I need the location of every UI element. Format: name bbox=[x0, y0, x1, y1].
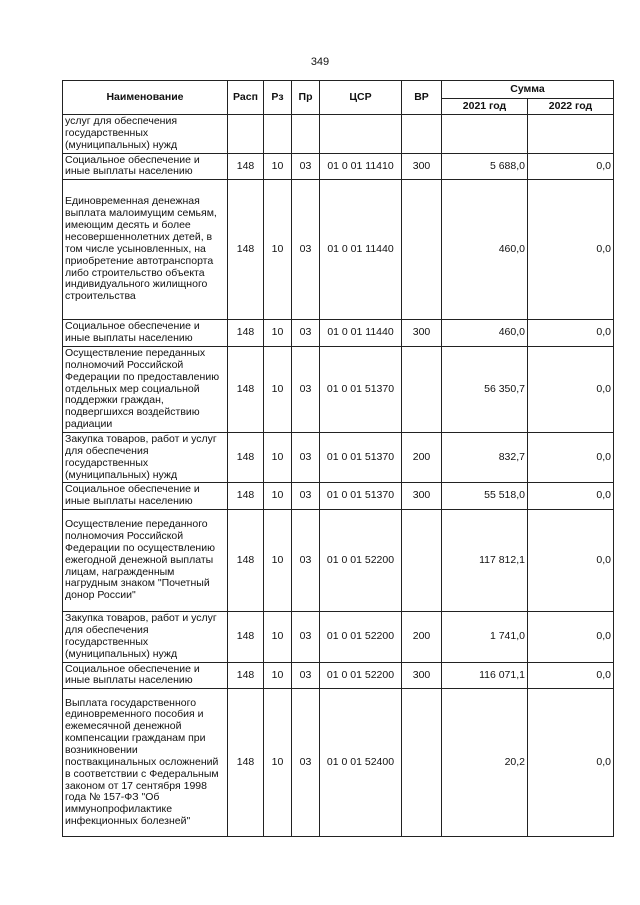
cell-pr: 03 bbox=[292, 510, 320, 612]
cell-s2022: 0,0 bbox=[528, 612, 614, 662]
cell-s2021: 1 741,0 bbox=[442, 612, 528, 662]
table-row bbox=[63, 689, 614, 837]
cell-s2021: 5 688,0 bbox=[442, 153, 528, 180]
cell-name: Единовременная денежная выплата малоимущим семьям, имеющим десять и более несовершеннолетних детей, в том числе усыновленных, на приобретение автотранспорта либо строительство объекта индивидуального жилищного строительства bbox=[63, 180, 228, 320]
header-2022: 2022 год bbox=[528, 99, 614, 115]
table-row bbox=[63, 612, 614, 662]
cell-rasp: 148 bbox=[228, 483, 264, 510]
cell-name: Социальное обеспечение и иные выплаты населению bbox=[63, 483, 228, 510]
cell-pr: 03 bbox=[292, 180, 320, 320]
cell-csr: 01 0 01 51370 bbox=[320, 483, 402, 510]
cell-vr: 300 bbox=[402, 483, 442, 510]
cell-csr: 01 0 01 52200 bbox=[320, 662, 402, 689]
cell-s2022 bbox=[528, 115, 614, 154]
cell-s2022: 0,0 bbox=[528, 483, 614, 510]
cell-vr: 300 bbox=[402, 662, 442, 689]
cell-csr: 01 0 01 52400 bbox=[320, 689, 402, 837]
cell-csr: 01 0 01 52200 bbox=[320, 612, 402, 662]
cell-vr: 200 bbox=[402, 433, 442, 483]
table-row bbox=[63, 662, 614, 689]
table-row bbox=[63, 510, 614, 612]
cell-vr bbox=[402, 115, 442, 154]
table-row bbox=[63, 115, 614, 154]
cell-s2022: 0,0 bbox=[528, 510, 614, 612]
cell-csr: 01 0 01 52200 bbox=[320, 510, 402, 612]
table-row bbox=[63, 180, 614, 320]
header-name: Наименование bbox=[63, 81, 228, 115]
cell-name: Социальное обеспечение и иные выплаты населению bbox=[63, 662, 228, 689]
cell-s2022: 0,0 bbox=[528, 180, 614, 320]
cell-name: услуг для обеспечения государственных (муниципальных) нужд bbox=[63, 115, 228, 154]
cell-csr: 01 0 01 11440 bbox=[320, 320, 402, 347]
cell-name: Выплата государственного единовременного пособия и ежемесячной денежной компенсации гражданам при возникновении поствакцинальных осложнений в соответствии с Федеральным законом от 17 сентября 1998 года № 157-ФЗ "Об иммунопрофилактике инфекционных болезней" bbox=[63, 689, 228, 837]
cell-pr: 03 bbox=[292, 483, 320, 510]
cell-csr: 01 0 01 51370 bbox=[320, 347, 402, 433]
cell-rasp: 148 bbox=[228, 347, 264, 433]
cell-pr: 03 bbox=[292, 612, 320, 662]
budget-table bbox=[62, 80, 614, 837]
header-csr: ЦСР bbox=[320, 81, 402, 115]
cell-s2022: 0,0 bbox=[528, 347, 614, 433]
cell-s2021: 20,2 bbox=[442, 689, 528, 837]
cell-rz: 10 bbox=[264, 612, 292, 662]
cell-pr: 03 bbox=[292, 433, 320, 483]
cell-rz: 10 bbox=[264, 510, 292, 612]
cell-rasp: 148 bbox=[228, 662, 264, 689]
cell-rasp: 148 bbox=[228, 689, 264, 837]
cell-pr bbox=[292, 115, 320, 154]
cell-s2021: 117 812,1 bbox=[442, 510, 528, 612]
cell-csr: 01 0 01 51370 bbox=[320, 433, 402, 483]
table-row bbox=[63, 347, 614, 433]
cell-name: Социальное обеспечение и иные выплаты населению bbox=[63, 320, 228, 347]
table-row bbox=[63, 320, 614, 347]
cell-csr: 01 0 01 11410 bbox=[320, 153, 402, 180]
cell-name: Закупка товаров, работ и услуг для обеспечения государственных (муниципальных) нужд bbox=[63, 433, 228, 483]
cell-name: Осуществление переданных полномочий Российской Федерации по предоставлению отдельных мер социальной поддержки граждан, подвергшихся воздействию радиации bbox=[63, 347, 228, 433]
table-row bbox=[63, 433, 614, 483]
cell-vr: 200 bbox=[402, 612, 442, 662]
cell-rz: 10 bbox=[264, 153, 292, 180]
header-sum: Сумма bbox=[442, 81, 614, 99]
cell-name: Закупка товаров, работ и услуг для обеспечения государственных (муниципальных) нужд bbox=[63, 612, 228, 662]
cell-vr bbox=[402, 689, 442, 837]
cell-rz: 10 bbox=[264, 347, 292, 433]
cell-s2022: 0,0 bbox=[528, 689, 614, 837]
cell-rz: 10 bbox=[264, 320, 292, 347]
cell-rasp bbox=[228, 115, 264, 154]
cell-s2022: 0,0 bbox=[528, 433, 614, 483]
cell-s2021: 56 350,7 bbox=[442, 347, 528, 433]
cell-vr bbox=[402, 510, 442, 612]
header-rasp: Расп bbox=[228, 81, 264, 115]
cell-s2021: 116 071,1 bbox=[442, 662, 528, 689]
cell-s2021: 832,7 bbox=[442, 433, 528, 483]
cell-s2022: 0,0 bbox=[528, 662, 614, 689]
cell-rasp: 148 bbox=[228, 153, 264, 180]
cell-s2021: 460,0 bbox=[442, 320, 528, 347]
cell-s2021 bbox=[442, 115, 528, 154]
cell-csr bbox=[320, 115, 402, 154]
cell-rasp: 148 bbox=[228, 433, 264, 483]
cell-name: Осуществление переданного полномочия Российской Федерации по осуществлению ежегодной денежной выплаты лицам, награжденным нагрудным знаком "Почетный донор России" bbox=[63, 510, 228, 612]
cell-pr: 03 bbox=[292, 662, 320, 689]
cell-vr: 300 bbox=[402, 153, 442, 180]
header-vr: ВР bbox=[402, 81, 442, 115]
cell-s2021: 460,0 bbox=[442, 180, 528, 320]
cell-rz: 10 bbox=[264, 433, 292, 483]
cell-s2022: 0,0 bbox=[528, 320, 614, 347]
cell-vr: 300 bbox=[402, 320, 442, 347]
cell-rz: 10 bbox=[264, 180, 292, 320]
cell-rasp: 148 bbox=[228, 320, 264, 347]
cell-rz bbox=[264, 115, 292, 154]
header-pr: Пр bbox=[292, 81, 320, 115]
cell-s2021: 55 518,0 bbox=[442, 483, 528, 510]
cell-rz: 10 bbox=[264, 662, 292, 689]
cell-vr bbox=[402, 347, 442, 433]
cell-rasp: 148 bbox=[228, 612, 264, 662]
cell-csr: 01 0 01 11440 bbox=[320, 180, 402, 320]
header-rz: Рз bbox=[264, 81, 292, 115]
cell-rz: 10 bbox=[264, 483, 292, 510]
cell-pr: 03 bbox=[292, 689, 320, 837]
cell-pr: 03 bbox=[292, 320, 320, 347]
cell-pr: 03 bbox=[292, 153, 320, 180]
table-row bbox=[63, 483, 614, 510]
cell-rasp: 148 bbox=[228, 180, 264, 320]
table-body bbox=[63, 115, 614, 837]
cell-vr bbox=[402, 180, 442, 320]
cell-rasp: 148 bbox=[228, 510, 264, 612]
table-row bbox=[63, 153, 614, 180]
cell-rz: 10 bbox=[264, 689, 292, 837]
cell-name: Социальное обеспечение и иные выплаты населению bbox=[63, 153, 228, 180]
page-number: 349 bbox=[310, 56, 330, 68]
header-2021: 2021 год bbox=[442, 99, 528, 115]
cell-s2022: 0,0 bbox=[528, 153, 614, 180]
cell-pr: 03 bbox=[292, 347, 320, 433]
